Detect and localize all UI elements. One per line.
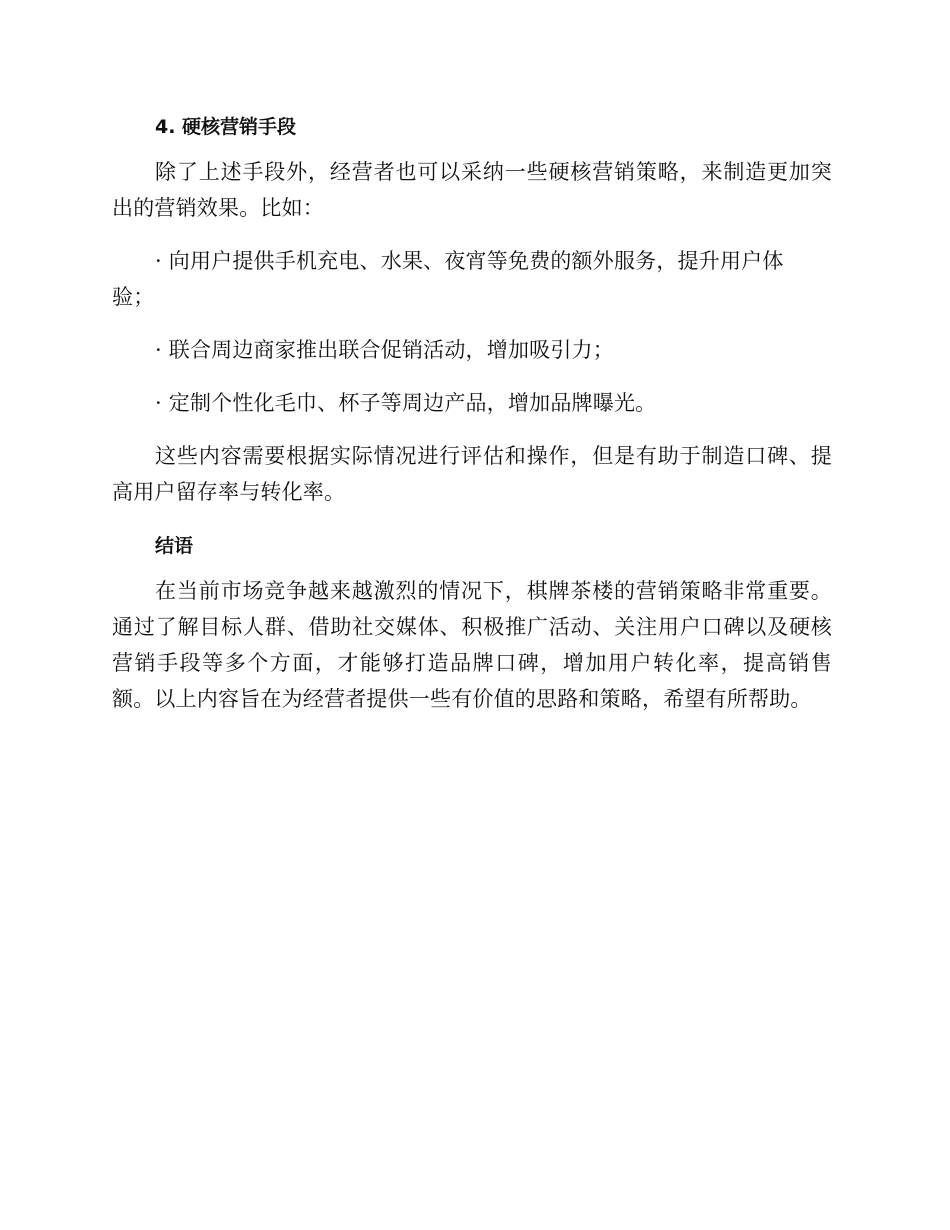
bullet-item-free-services: · 向用户提供手机充电、水果、夜宵等免费的额外服务，提升用户体验；	[112, 249, 784, 309]
bullet-item-custom-merchandise: · 定制个性化毛巾、杯子等周边产品，增加品牌曝光。	[155, 391, 657, 415]
intro-paragraph: 除了上述手段外，经营者也可以采纳一些硬核营销策略，来制造更加突出的营销效果。比如：	[112, 160, 832, 220]
summary-paragraph: 这些内容需要根据实际情况进行评估和操作，但是有助于制造口碑、提高用户留存率与转化率。	[112, 444, 832, 504]
bullet-item-joint-promotion: · 联合周边商家推出联合促销活动，增加吸引力；	[155, 338, 614, 362]
section-heading-hardcore-marketing: 4. 硬核营销手段	[155, 116, 297, 138]
conclusion-paragraph: 在当前市场竞争越来越激烈的情况下，棋牌茶楼的营销策略非常重要。通过了解目标人群、借助社交媒体、积极推广活动、关注用户口碑以及硬核营销手段等多个方面，才能够打造品牌口碑，增加用户转化率，提高销售额。以上内容旨在为经营者提供一些有价值的思路和策略，希望有所帮助。	[112, 579, 832, 711]
document-page	[112, 108, 832, 734]
conclusion-heading: 结语	[155, 535, 194, 557]
